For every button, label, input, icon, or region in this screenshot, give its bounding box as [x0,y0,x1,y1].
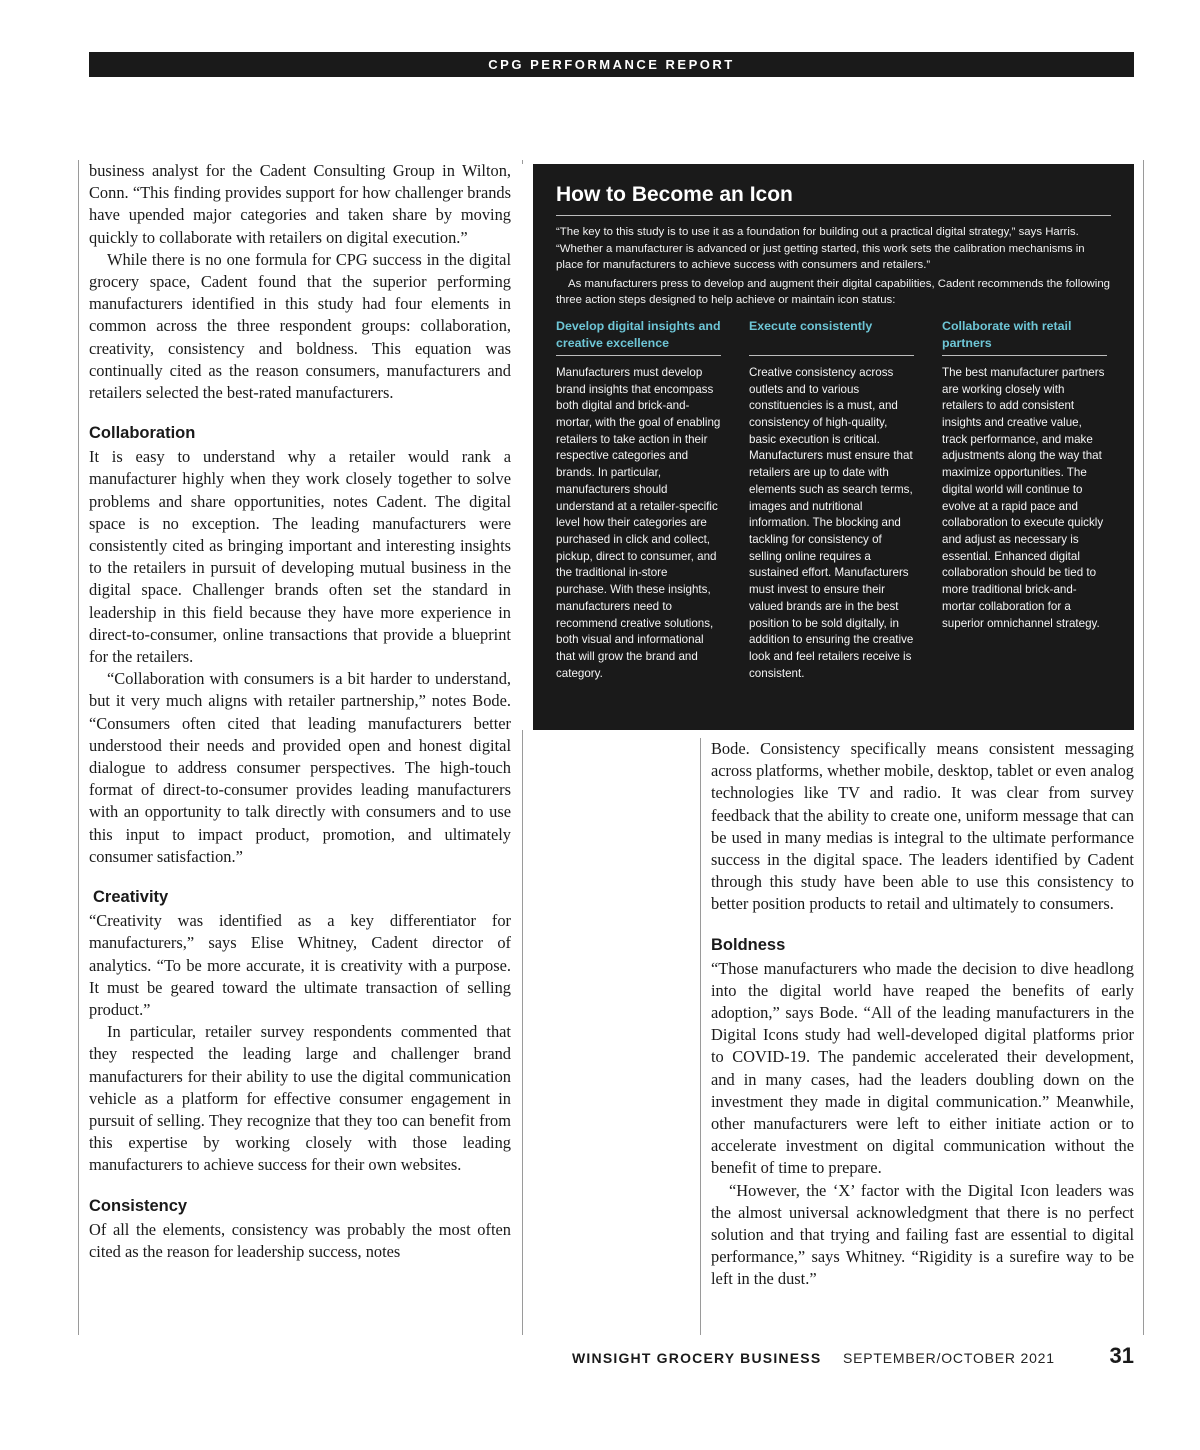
action-step-body: The best manufacturer partners are working closely with retailers to add consistent insights and creative value, track performance, and make adjustments along the way that maximize opportunities. The digital world will continue to evolve at a rapid pace and collaboration to execute quickly and adjust as necessary is essential. Enhanced digital collaboration should be tied to more traditional brick-and-mortar collaboration for a superior omnichannel strategy. [942,365,1105,630]
section-header-title: CPG PERFORMANCE REPORT [488,57,735,72]
page-number: 31 [1109,1343,1134,1368]
sidebar-title: How to Become an Icon [556,183,793,206]
article-paragraph: In particular, retailer survey respondents commented that they respected the leading large and challenger brand manufacturers for their ability to use the digital communication vehicle as a platform for effective consumer engagement in pursuit of selling. They recognize that they too can benefit from this expertise by working closely with those leading manufacturers to achieve success for their own websites. [89,1022,511,1175]
article-paragraph: business analyst for the Cadent Consulting Group in Wilton, Conn. “This finding provides support for how challenger brands have upended major categories and taken share by moving quickly to collaborate with retailers on digital execution.” [89,161,511,247]
article-paragraph: While there is no one formula for CPG success in the digital grocery space, Cadent found that the superior performing manufacturers identified in this study had four elements in common across the three respondent groups: collaboration, creativity, consistency and boldness. This equation was continually cited as the reason consumers, manufacturers and retailers selected the best-rated manufacturers. [89,249,511,403]
action-step-body: Creative consistency across outlets and to various constituencies is a must, and consistency of high-quality, basic execution is critical. Manufacturers must ensure that retailers are up to date with elements such as search terms, images and nutritional information. The blocking and tackling for consistency of selling online requires a sustained effort. Manufacturers must invest to ensure their valued brands are in the best position to be sold digitally, in addition to ensuring the creative look and feel retailers receive is consistent. [749,365,914,680]
action-step-collaborate [942,318,1107,682]
article-left-column [89,160,511,1263]
action-step-execute [749,318,914,682]
action-step-heading: Develop digital insights and creative excellence [556,318,721,356]
page-footer [560,1343,1134,1373]
action-step-insights [556,318,721,682]
article-paragraph: It is easy to understand why a retailer would rank a manufacturer highly when they work closely together to solve problems and share opportunities, notes Cadent. The digital space is no exception. The leading manufacturers were consistently cited as bringing important and interesting insights to the retailers in pursuit of developing mutual business in the digital space. Challenger brands often set the standard in leadership in this field because they have more experience in direct-to-consumer, online transactions that provide a blueprint for the retailers. [89,447,511,667]
right-column-rule [1143,160,1144,1335]
how-to-become-an-icon-sidebar [533,164,1134,730]
action-step-heading: Execute consistently [749,318,914,356]
sidebar-action-steps [556,318,1111,682]
center-rule-lower [522,730,523,1335]
collaboration-heading: Collaboration [89,424,196,443]
publication-name: WINSIGHT GROCERY BUSINESS [572,1350,822,1366]
article-paragraph: Bode. Consistency specifically means consistent messaging across platforms, whether mobile, desktop, tablet or even analog technologies like TV and radio. It was clear from survey feedback that the ability to create one, uniform message that can be used in many medias is integral to the ultimate performance success in the digital space. The leaders identified by Cadent through this study have been able to use this consistency to better position products to retail and ultimately to consumers. [711,739,1134,914]
center-rule-upper [522,160,523,164]
right-inner-rule [700,738,701,1335]
article-right-column [711,738,1134,1291]
article-paragraph: Of all the elements, consistency was probably the most often cited as the reason for leadership success, notes [89,1219,511,1261]
sidebar-intro-quote: “The key to this study is to use it as a foundation for building out a practical digital strategy,” says Harris. “Whether a manufacturer is advanced or just getting started, this work sets the calibration mechanisms in place for manufacturers to achieve success with consumers and retailers.” [556,226,1085,272]
left-column-rule [78,160,79,1335]
article-paragraph: “However, the ‘X’ factor with the Digital Icon leaders was the almost universal acknowledgment that there is no perfect solution and that trying and failing fast are essential to digital performance,” says Whitney. “Rigidity is a surefire way to be left in the dust.” [711,1180,1134,1289]
article-paragraph: “Collaboration with consumers is a bit harder to understand, but it very much aligns with retailer partnership,” notes Bode. “Consumers often cited that leading manufacturers better understood their needs and provided open and honest digital dialogue to address consumer perspectives. The high-touch format of direct-to-consumer provides leading manufacturers with an opportunity to talk directly with consumers and to use this input to impact product, promotion, and ultimately consumer satisfaction.” [89,669,511,866]
action-step-body: Manufacturers must develop brand insights that encompass both digital and brick-and-mortar, with the goal of enabling retailers to take action in their respective categories and brands. In particular, manufacturers should understand at a retailer-specific level how their categories are purchased in click and collect, pickup, direct to consumer, and the traditional in-store purchase. With these insights, manufacturers need to recommend creative solutions, both visual and informational that will grow the brand and category. [556,365,721,680]
issue-date: SEPTEMBER/OCTOBER 2021 [843,1350,1055,1366]
sidebar-divider [556,215,1111,216]
sidebar-intro-text: As manufacturers press to develop and augment their digital capabilities, Cadent recommends the following three action steps designed to help achieve or maintain icon status: [556,277,1110,307]
action-step-heading: Collaborate with retail partners [942,318,1107,356]
article-paragraph: “Creativity was identified as a key differentiator for manufacturers,” says Elise Whitney, Cadent director of analytics. “To be more accurate, it is creativity with a purpose. It must be geared toward the ultimate transaction of selling product.” [89,911,511,1019]
creativity-heading: Creativity [93,888,169,907]
section-header-bar [89,52,1134,77]
article-paragraph: “Those manufacturers who made the decision to dive headlong into the digital world have reaped the benefits of early adoption,” says Bode. “All of the leading manufacturers in the Digital Icons study had well-developed digital platforms prior to COVID-19. The pandemic accelerated their development, and in many cases, had the leaders doubling down on the investment they made in digital communication.” Meanwhile, other manufacturers were left to either initiate action or to accelerate investment on digital communication without the benefit of time to prepare. [711,958,1134,1178]
boldness-heading: Boldness [711,935,786,954]
consistency-heading: Consistency [89,1196,188,1215]
